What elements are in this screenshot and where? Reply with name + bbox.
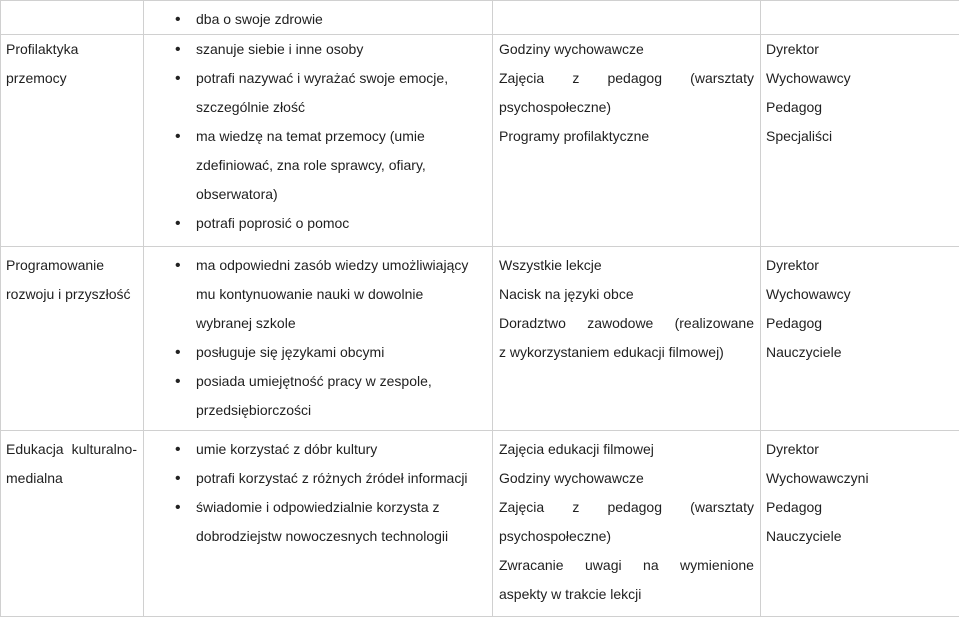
outcome-item: wybranej szkole	[144, 309, 492, 338]
form-item: psychospołeczne)	[493, 522, 760, 551]
outcome-item: zdefiniować, zna role sprawcy, ofiary,	[144, 151, 492, 180]
outcome-item: • ma wiedzę na temat przemocy (umie	[144, 122, 492, 151]
outcome-item: • świadomie i odpowiedzialnie korzysta z	[144, 493, 492, 522]
outcomes-cell	[144, 35, 493, 247]
responsible-item: Wychowawczyni	[761, 464, 959, 493]
outcome-item: • potrafi nazywać i wyrażać swoje emocje,	[144, 64, 492, 93]
area-text: Edukacja kulturalno-	[1, 435, 143, 464]
outcome-item: obserwatora)	[144, 180, 492, 209]
table-row	[1, 1, 959, 35]
forms-cell	[493, 35, 761, 247]
responsible-item: Dyrektor	[761, 435, 959, 464]
outcomes-cell	[144, 1, 493, 35]
forms-cell	[493, 431, 761, 617]
responsible-item: Specjaliści	[761, 122, 959, 151]
outcome-item: • posiada umiejętność pracy w zespole,	[144, 367, 492, 396]
outcome-item: przedsiębiorczości	[144, 396, 492, 425]
form-item: Zajęcia z pedagog (warsztaty	[493, 64, 760, 93]
form-item: Godziny wychowawcze	[493, 464, 760, 493]
responsible-item: Wychowawcy	[761, 64, 959, 93]
area-cell	[1, 247, 144, 431]
responsible-item: Dyrektor	[761, 35, 959, 64]
form-item: Programy profilaktyczne	[493, 122, 760, 151]
area-text: rozwoju i przyszłość	[1, 280, 143, 309]
area-text: przemocy	[1, 64, 143, 93]
table-row	[1, 35, 959, 247]
table-row	[1, 247, 959, 431]
outcome-item: dobrodziejstw nowoczesnych technologii	[144, 522, 492, 551]
outcome-item: • potrafi poprosić o pomoc	[144, 209, 492, 238]
form-item: Wszystkie lekcje	[493, 251, 760, 280]
outcome-item: • potrafi korzystać z różnych źródeł informacji	[144, 464, 492, 493]
outcome-item: • posługuje się językami obcymi	[144, 338, 492, 367]
form-item: Doradztwo zawodowe (realizowane	[493, 309, 760, 338]
form-item: psychospołeczne)	[493, 93, 760, 122]
area-text: Programowanie	[1, 251, 143, 280]
form-item: z wykorzystaniem edukacji filmowej)	[493, 338, 760, 367]
outcome-item: szczególnie złość	[144, 93, 492, 122]
outcomes-cell	[144, 247, 493, 431]
form-item: Nacisk na języki obce	[493, 280, 760, 309]
area-text: medialna	[1, 464, 143, 493]
outcomes-cell	[144, 431, 493, 617]
form-item: Zajęcia edukacji filmowej	[493, 435, 760, 464]
area-text: Profilaktyka	[1, 35, 143, 64]
outcome-item: • ma odpowiedni zasób wiedzy umożliwiający	[144, 251, 492, 280]
outcome-item: • dba o swoje zdrowie	[144, 5, 492, 34]
responsible-item: Pedagog	[761, 309, 959, 338]
area-cell	[1, 35, 144, 247]
responsible-cell	[761, 1, 959, 35]
responsible-item: Nauczyciele	[761, 338, 959, 367]
form-item: Godziny wychowawcze	[493, 35, 760, 64]
outcome-item: • umie korzystać z dóbr kultury	[144, 435, 492, 464]
forms-cell	[493, 1, 761, 35]
responsible-item: Pedagog	[761, 93, 959, 122]
responsible-item: Dyrektor	[761, 251, 959, 280]
form-item: aspekty w trakcie lekcji	[493, 580, 760, 609]
table-row	[1, 431, 959, 617]
outcome-item: mu kontynuowanie nauki w dowolnie	[144, 280, 492, 309]
form-item: Zajęcia z pedagog (warsztaty	[493, 493, 760, 522]
responsible-item: Pedagog	[761, 493, 959, 522]
area-cell	[1, 431, 144, 617]
area-cell	[1, 1, 144, 35]
outcome-item: • szanuje siebie i inne osoby	[144, 35, 492, 64]
responsible-cell	[761, 431, 959, 617]
responsible-cell	[761, 35, 959, 247]
responsible-item: Wychowawcy	[761, 280, 959, 309]
forms-cell	[493, 247, 761, 431]
form-item: Zwracanie uwagi na wymienione	[493, 551, 760, 580]
responsible-item: Nauczyciele	[761, 522, 959, 551]
responsible-cell	[761, 247, 959, 431]
